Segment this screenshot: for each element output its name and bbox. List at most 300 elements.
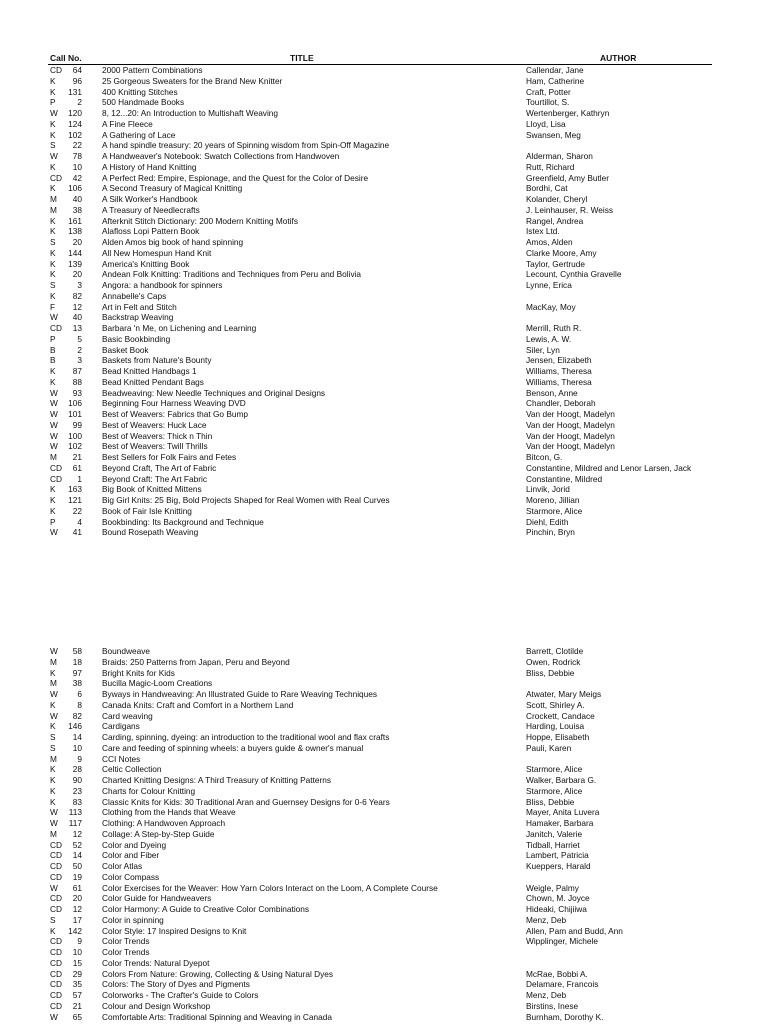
call-number: 22: [72, 140, 82, 151]
call-number: 139: [68, 258, 82, 269]
call-prefix: W: [50, 312, 58, 323]
call-prefix: W: [50, 1011, 58, 1022]
book-title: 25 Gorgeous Sweaters for the Brand New Knitter: [102, 75, 283, 86]
call-number: 35: [72, 979, 82, 990]
call-prefix: K: [50, 667, 56, 678]
table-row: [0, 678, 768, 689]
call-prefix: B: [50, 344, 56, 355]
table-row: [0, 474, 768, 485]
table-row: [0, 484, 768, 495]
table-row: [0, 1001, 768, 1012]
call-number: 100: [68, 430, 82, 441]
call-prefix: CD: [50, 323, 62, 333]
book-title: Color Trends: [102, 936, 150, 947]
call-prefix: K: [50, 495, 56, 505]
book-author: Lambert, Patricia: [526, 850, 589, 861]
book-title: Big Book of Knitted Mittens: [102, 484, 202, 495]
table-row: [0, 302, 768, 313]
table-row: [0, 97, 768, 108]
call-number: 29: [72, 968, 82, 979]
book-author: Williams, Theresa: [526, 366, 592, 376]
call-number: 22: [72, 505, 82, 516]
call-prefix: K: [50, 86, 56, 97]
call-number: 12: [72, 301, 82, 312]
call-prefix: K: [50, 269, 56, 280]
call-prefix: S: [50, 237, 56, 247]
book-title: Color Atlas: [102, 861, 143, 871]
table-row: [0, 76, 768, 87]
call-prefix: K: [50, 129, 56, 140]
table-row: [0, 646, 768, 657]
call-number: 12: [72, 904, 82, 914]
call-number: 82: [72, 710, 82, 721]
table-row: [0, 108, 768, 119]
book-title: Bright Knits for Kids: [102, 667, 175, 678]
table-row: [0, 377, 768, 388]
book-title: Card weaving: [102, 710, 153, 721]
book-title: CCI Notes: [102, 753, 141, 764]
call-number: 87: [72, 366, 82, 376]
table-row: [0, 291, 768, 302]
book-title: Color and Dyeing: [102, 839, 167, 850]
book-title: 2000 Pattern Combinations: [102, 65, 203, 75]
book-author: Ham, Catherine: [526, 75, 585, 86]
call-number: 20: [72, 893, 82, 904]
call-number: 2: [77, 344, 82, 355]
book-title: Bucilla Magic-Loom Creations: [102, 678, 213, 689]
book-author: Craft, Potter: [526, 86, 571, 97]
table-row: [0, 173, 768, 184]
table-row: [0, 840, 768, 851]
table-row: [0, 388, 768, 399]
table-row: [0, 743, 768, 754]
call-prefix: W: [50, 710, 58, 721]
header-title: TITLE: [290, 53, 314, 63]
call-prefix: W: [50, 409, 58, 419]
table-row: [0, 205, 768, 216]
table-row: [0, 506, 768, 517]
call-prefix: CD: [50, 979, 62, 990]
book-title: Clothing: A Handwoven Approach: [102, 818, 226, 828]
book-title: Best of Weavers: Thick n Thin: [102, 430, 213, 441]
table-row: [0, 280, 768, 291]
book-author: Harding, Louisa: [526, 721, 585, 732]
call-number: 4: [77, 516, 82, 527]
call-prefix: S: [50, 742, 56, 753]
call-prefix: M: [50, 678, 57, 689]
book-author: Istex Ltd.: [526, 226, 560, 237]
book-author: Hamaker, Barbara: [526, 818, 594, 828]
book-author: Constantine, Mildred and Lenor Larsen, Jack: [526, 462, 692, 473]
table-row: [0, 269, 768, 280]
book-title: A Second Treasury of Magical Knitting: [102, 183, 243, 194]
call-prefix: K: [50, 75, 56, 86]
table-row: [0, 216, 768, 227]
book-title: Color Guide for Handweavers: [102, 893, 212, 904]
book-author: Siler, Lyn: [526, 344, 560, 355]
book-author: Van der Hoogt, Madelyn: [526, 409, 615, 419]
book-title: Charts for Colour Knitting: [102, 785, 196, 796]
book-title: A Silk Worker's Handbook: [102, 194, 198, 204]
call-number: 17: [72, 914, 82, 925]
book-author: Birstins, Inese: [526, 1000, 579, 1011]
book-author: Alderman, Sharon: [526, 151, 593, 161]
table-row: [0, 420, 768, 431]
call-prefix: P: [50, 516, 56, 527]
call-prefix: CD: [50, 904, 62, 914]
call-number: 82: [72, 290, 82, 301]
call-number: 13: [72, 323, 82, 333]
book-author: Starmore, Alice: [526, 505, 583, 516]
call-number: 1: [77, 473, 82, 484]
table-row: [0, 969, 768, 980]
book-author: Pauli, Karen: [526, 742, 572, 753]
book-title: Cardigans: [102, 721, 140, 732]
call-prefix: F: [50, 301, 56, 312]
call-prefix: W: [50, 527, 58, 538]
book-title: Beginning Four Harness Weaving DVD: [102, 398, 246, 409]
call-prefix: K: [50, 366, 56, 376]
book-author: J. Leinhauser, R. Weiss: [526, 204, 614, 215]
table-row: [0, 237, 768, 248]
table-row: [0, 366, 768, 377]
book-author: Lynne, Erica: [526, 280, 572, 290]
table-row: [0, 119, 768, 130]
call-number: 161: [68, 215, 82, 226]
book-title: All New Homespun Hand Knit: [102, 247, 212, 258]
table-row: [0, 259, 768, 270]
call-number: 163: [68, 484, 82, 495]
book-author: Van der Hoogt, Madelyn: [526, 419, 615, 430]
call-prefix: W: [50, 441, 58, 452]
book-author: Hoppe, Elisabeth: [526, 732, 590, 742]
table-row: [0, 958, 768, 969]
book-author: Bliss, Debbie: [526, 667, 575, 678]
book-title: Charted Knitting Designs: A Third Treasury of Knitting Patterns: [102, 775, 332, 785]
call-number: 138: [68, 226, 82, 237]
book-author: Linvik, Jorid: [526, 484, 570, 495]
table-row: [0, 248, 768, 259]
call-number: 21: [72, 452, 82, 462]
book-title: Annabelle's Caps: [102, 290, 167, 301]
book-author: Weigle, Palmy: [526, 882, 579, 893]
book-title: A hand spindle treasury: 20 years of Spinning wisdom from Spin-Off Magazine: [102, 140, 390, 151]
call-number: 99: [72, 419, 82, 430]
book-author: Pinchin, Bryn: [526, 527, 575, 538]
book-title: Andean Folk Knitting: Traditions and Techniques from Peru and Bolivia: [102, 269, 362, 280]
header-author: AUTHOR: [600, 53, 637, 63]
call-number: 106: [68, 398, 82, 409]
book-author: Van der Hoogt, Madelyn: [526, 441, 615, 452]
book-title: Best Sellers for Folk Fairs and Fetes: [102, 452, 237, 462]
call-number: 102: [68, 129, 82, 140]
call-prefix: W: [50, 430, 58, 441]
book-title: A History of Hand Knitting: [102, 161, 197, 172]
book-author: Lecount, Cynthia Gravelle: [526, 269, 622, 280]
header-call-no: Call No.: [50, 53, 82, 63]
book-title: 400 Knitting Stitches: [102, 86, 178, 97]
call-prefix: K: [50, 247, 56, 258]
call-prefix: W: [50, 882, 58, 893]
call-number: 3: [77, 280, 82, 290]
book-author: Merrill, Ruth R.: [526, 323, 582, 333]
book-author: Amos, Alden: [526, 237, 573, 247]
table-row: [0, 818, 768, 829]
book-title: A Perfect Red: Empire, Espionage, and the Quest for the Color of Desire: [102, 172, 369, 183]
table-row: [0, 915, 768, 926]
book-title: Collage: A Step-by-Step Guide: [102, 828, 215, 839]
call-number: 131: [68, 86, 82, 97]
call-number: 88: [72, 376, 82, 387]
book-title: Color Harmony: A Guide to Creative Color Combinations: [102, 904, 310, 914]
book-title: Color Exercises for the Weaver: How Yarn Colors Interact on the Loom, A Complete Course: [102, 882, 438, 893]
table-row: [0, 452, 768, 463]
book-title: Comfortable Arts: Traditional Spinning and Weaving in Canada: [102, 1011, 332, 1022]
call-number: 124: [68, 118, 82, 129]
call-number: 10: [72, 742, 82, 753]
book-title: Bead Knitted Handbags 1: [102, 366, 197, 376]
book-title: Big Girl Knits: 25 Big, Bold Projects Shaped for Real Women with Real Curves: [102, 495, 390, 505]
call-prefix: W: [50, 646, 58, 656]
table-row: [0, 334, 768, 345]
call-number: 3: [77, 355, 82, 366]
call-number: 120: [68, 108, 82, 118]
table-row: [0, 893, 768, 904]
call-prefix: K: [50, 785, 56, 796]
book-title: Byways in Handweaving: An Illustrated Guide to Rare Weaving Techniques: [102, 689, 378, 699]
book-author: Walker, Barbara G.: [526, 775, 597, 785]
table-row: [0, 151, 768, 162]
book-author: Clarke Moore, Amy: [526, 247, 597, 258]
table-row: [0, 926, 768, 937]
call-number: 42: [72, 172, 82, 183]
call-number: 9: [77, 936, 82, 947]
book-title: Color and Fiber: [102, 850, 160, 861]
call-prefix: K: [50, 699, 56, 710]
call-number: 65: [72, 1011, 82, 1022]
call-prefix: K: [50, 721, 56, 732]
call-number: 40: [72, 312, 82, 323]
table-row: [0, 87, 768, 98]
book-author: Owen, Rodrick: [526, 656, 581, 667]
book-author: Kueppers, Harald: [526, 861, 591, 871]
call-prefix: W: [50, 818, 58, 828]
call-number: 28: [72, 764, 82, 775]
table-row: [0, 398, 768, 409]
book-title: Beyond Craft: The Art Fabric: [102, 473, 207, 484]
book-title: Color Style: 17 Inspired Designs to Knit: [102, 925, 247, 936]
call-prefix: CD: [50, 968, 62, 979]
table-row: [0, 904, 768, 915]
call-prefix: K: [50, 775, 56, 785]
table-row: [0, 754, 768, 765]
call-prefix: M: [50, 452, 57, 462]
book-title: A Treasury of Needlecrafts: [102, 204, 200, 215]
call-number: 61: [72, 462, 82, 473]
call-prefix: CD: [50, 871, 62, 882]
call-prefix: W: [50, 689, 58, 699]
book-author: Starmore, Alice: [526, 764, 583, 775]
book-title: Classic Knits for Kids: 30 Traditional Aran and Guernsey Designs for 0-6 Years: [102, 796, 390, 807]
call-number: 90: [72, 775, 82, 785]
call-prefix: K: [50, 290, 56, 301]
call-number: 121: [68, 495, 82, 505]
book-author: Lloyd, Lisa: [526, 118, 566, 129]
call-number: 19: [72, 871, 82, 882]
book-author: Swansen, Meg: [526, 129, 581, 140]
call-prefix: K: [50, 484, 56, 495]
call-prefix: M: [50, 204, 57, 215]
book-title: Color in spinning: [102, 914, 164, 925]
call-prefix: K: [50, 796, 56, 807]
call-number: 9: [77, 753, 82, 764]
book-author: Wertenberger, Kathryn: [526, 108, 610, 118]
table-row: [0, 441, 768, 452]
table-row: [0, 323, 768, 334]
table-row: [0, 130, 768, 141]
table-row: [0, 1012, 768, 1023]
book-title: Baskets from Nature's Bounty: [102, 355, 212, 366]
table-row: [0, 495, 768, 506]
call-prefix: K: [50, 161, 56, 172]
book-title: America's Knitting Book: [102, 258, 190, 269]
call-prefix: CD: [50, 893, 62, 904]
call-number: 50: [72, 861, 82, 871]
table-row: [0, 979, 768, 990]
book-title: Bead Knitted Pendant Bags: [102, 376, 204, 387]
call-number: 52: [72, 839, 82, 850]
book-author: Rangel, Andrea: [526, 215, 584, 226]
book-title: Carding, spinning, dyeing: an introduction to the traditional wool and flax crafts: [102, 732, 390, 742]
book-author: Wipplinger, Michele: [526, 936, 598, 947]
call-number: 2: [77, 97, 82, 108]
call-number: 21: [72, 1000, 82, 1011]
call-number: 58: [72, 646, 82, 656]
call-prefix: S: [50, 732, 56, 742]
call-number: 6: [77, 689, 82, 699]
call-prefix: CD: [50, 947, 62, 957]
call-prefix: W: [50, 108, 58, 118]
call-number: 14: [72, 732, 82, 742]
book-title: Beadweaving: New Needle Techniques and Original Designs: [102, 387, 326, 398]
call-number: 10: [72, 947, 82, 957]
book-title: Best of Weavers: Twill Thrills: [102, 441, 208, 452]
call-prefix: CD: [50, 861, 62, 871]
book-title: Basket Book: [102, 344, 149, 355]
book-author: Lewis, A. W.: [526, 333, 572, 344]
table-row: [0, 65, 768, 76]
book-author: Callendar, Jane: [526, 65, 584, 75]
book-title: A Gathering of Lace: [102, 129, 176, 140]
book-title: Afterknit Stitch Dictionary: 200 Modern Knitting Motifs: [102, 215, 298, 226]
call-number: 117: [68, 818, 82, 828]
table-row: [0, 689, 768, 700]
call-prefix: K: [50, 925, 56, 936]
book-title: Colorworks - The Crafter's Guide to Colors: [102, 990, 259, 1000]
call-prefix: K: [50, 215, 56, 226]
call-number: 83: [72, 796, 82, 807]
table-row: [0, 700, 768, 711]
call-prefix: CD: [50, 936, 62, 947]
call-prefix: CD: [50, 65, 62, 75]
book-author: Bliss, Debbie: [526, 796, 575, 807]
table-row: [0, 409, 768, 420]
book-title: Colors From Nature: Growing, Collecting & Using Natural Dyes: [102, 968, 334, 979]
book-title: Color Compass: [102, 871, 160, 882]
book-title: Backstrap Weaving: [102, 312, 174, 323]
book-author: Scott, Shirley A.: [526, 699, 585, 710]
book-author: Hideaki, Chijiiwa: [526, 904, 587, 914]
table-row: [0, 183, 768, 194]
book-author: Constantine, Mildred: [526, 473, 603, 484]
call-prefix: CD: [50, 839, 62, 850]
call-prefix: B: [50, 355, 56, 366]
call-prefix: CD: [50, 1000, 62, 1011]
book-author: Tidball, Harriet: [526, 839, 580, 850]
table-row: [0, 721, 768, 732]
call-prefix: W: [50, 151, 58, 161]
book-author: MacKay, Moy: [526, 301, 576, 312]
call-prefix: S: [50, 140, 56, 151]
book-title: Color Trends: Natural Dyepot: [102, 957, 210, 968]
table-row: [0, 850, 768, 861]
call-number: 102: [68, 441, 82, 452]
table-row: [0, 775, 768, 786]
book-title: Canada Knits: Craft and Comfort in a Northern Land: [102, 699, 294, 710]
book-title: Braids: 250 Patterns from Japan, Peru and Beyond: [102, 656, 290, 667]
call-prefix: CD: [50, 990, 62, 1000]
call-prefix: K: [50, 376, 56, 387]
book-title: Basic Bookbinding: [102, 333, 171, 344]
book-title: Clothing from the Hands that Weave: [102, 807, 236, 818]
book-author: Bitcon, G.: [526, 452, 563, 462]
book-author: Bordhi, Cat: [526, 183, 568, 194]
book-author: Barrett, Clotilde: [526, 646, 584, 656]
book-author: Crockett, Candace: [526, 710, 595, 721]
book-author: Benson, Anne: [526, 387, 578, 398]
call-prefix: M: [50, 656, 57, 667]
call-number: 142: [68, 925, 82, 936]
call-number: 41: [72, 527, 82, 538]
table-row: [0, 861, 768, 872]
call-number: 18: [72, 656, 82, 667]
table-row: [0, 872, 768, 883]
book-title: Best of Weavers: Huck Lace: [102, 419, 207, 430]
call-number: 97: [72, 667, 82, 678]
call-prefix: W: [50, 387, 58, 398]
book-author: Allen, Pam and Budd, Ann: [526, 925, 623, 936]
book-author: Delamare, Francois: [526, 979, 599, 990]
call-number: 57: [72, 990, 82, 1000]
call-number: 93: [72, 387, 82, 398]
table-row: [0, 732, 768, 743]
book-author: Diehl, Edith: [526, 516, 569, 527]
call-prefix: P: [50, 97, 56, 108]
call-number: 38: [72, 678, 82, 689]
call-prefix: M: [50, 753, 57, 764]
call-number: 38: [72, 204, 82, 215]
table-row: [0, 990, 768, 1001]
call-number: 14: [72, 850, 82, 861]
table-row: [0, 947, 768, 958]
call-prefix: CD: [50, 462, 62, 473]
book-title: Beyond Craft, The Art of Fabric: [102, 462, 217, 473]
table-row: [0, 668, 768, 679]
catalog-section-1: [0, 65, 768, 538]
call-prefix: K: [50, 258, 56, 269]
book-title: Alden Amos big book of hand spinning: [102, 237, 244, 247]
book-title: A Handweaver's Notebook: Swatch Collections from Handwoven: [102, 151, 340, 161]
